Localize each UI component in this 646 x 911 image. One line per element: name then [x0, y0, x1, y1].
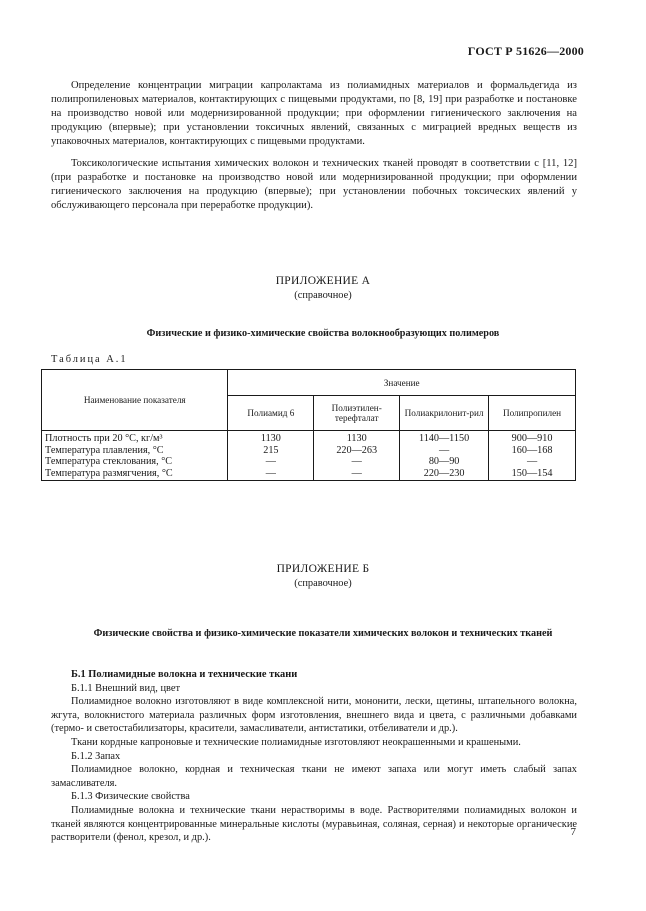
table-cell: —: [314, 468, 400, 481]
table-cell: —: [228, 456, 314, 468]
section-b1-1-heading: Б.1.1 Внешний вид, цвет: [71, 682, 181, 694]
table-cell: 900—910: [489, 431, 576, 445]
section-b1-1-paragraph-1: Полиамидное волокно изготовляют в виде комплексной нити, мононити, лески, щетины, штапельного волокна, жгута, волокнистого материала различных форм изготовления, внешнего вида и цвета, с различными добавками (термо- и светостабилизаторы, красители, замасливатели, антистатики, отбеливатели и др.).: [51, 696, 577, 735]
column-header-pet: Полиэтилен-терефталат: [314, 396, 400, 431]
table-cell: 1140—1150: [400, 431, 489, 445]
section-b1-heading: Б.1 Полиамидные волокна и технические ткани: [71, 669, 298, 680]
column-header-pan: Полиакрилонит-рил: [400, 396, 489, 431]
page-number: 7: [570, 826, 576, 838]
section-b1-3-paragraph: Полиамидные волокна и технические ткани нерастворимы в воде. Растворителями полиамидных волокон и тканей являются концентрированные минеральные кислоты (муравьиная, соляная, серная) и некоторые органические растворители (фенол, крезол, и др.).: [51, 804, 577, 844]
column-header-polyamide: Полиамид 6: [228, 396, 314, 431]
row-label: Температура стеклования, °С: [42, 456, 228, 468]
column-header-name: Наименование показателя: [42, 370, 228, 431]
table-cell: 1130: [314, 431, 400, 445]
appendix-b-title: ПРИЛОЖЕНИЕ Б: [276, 563, 370, 575]
table-caption: Таблица А.1: [51, 354, 128, 365]
section-b1-3-heading: Б.1.3 Физические свойства: [71, 791, 190, 803]
table-cell: 220—230: [400, 468, 489, 481]
section-b1-2-paragraph: Полиамидное волокно, кордная и техническая ткани не имеют запаха или могут иметь слабый запах замасливателя.: [51, 764, 577, 789]
appendix-b-heading: Физические свойства и физико-химические показатели химических волокон и технических тканей: [93, 628, 553, 639]
table-row: [42, 431, 576, 445]
appendix-a-heading: Физические и физико-химические свойства волокнообразующих полимеров: [146, 328, 500, 339]
row-label: Температура плавления, °С: [42, 445, 228, 457]
table-cell: —: [228, 468, 314, 481]
table-cell: 220—263: [314, 445, 400, 457]
properties-table: [41, 369, 576, 481]
intro-paragraph-1: Определение концентрации миграции капролактама из полиамидных материалов и формальдегида из полипропиленовых материалов, контактирующих с пищевыми продуктами, по [8, 19] при разработке и постановке на производство новой или модернизированной продукции; при оформлении гигиенического заключения на продукцию (впервые); при установлении токсичных явлений, связанных с миграцией вредных веществ из упаковочных материалов, контактирующих с пищевыми продуктами.: [51, 80, 577, 147]
table-cell: 80—90: [400, 456, 489, 468]
appendix-b-body: [51, 668, 577, 845]
appendix-b-subtitle: (справочное): [294, 578, 352, 589]
appendix-a-title: ПРИЛОЖЕНИЕ А: [275, 275, 371, 287]
appendix-a-subtitle: (справочное): [294, 290, 352, 301]
table-row: [42, 456, 576, 468]
table-cell: —: [489, 456, 576, 468]
section-b1-2-heading: Б.1.2 Запах: [71, 750, 121, 762]
table-row: [42, 445, 576, 457]
column-header-polypropylene: Полипропилен: [489, 396, 576, 431]
column-header-value: Значение: [228, 370, 576, 396]
table-cell: 150—154: [489, 468, 576, 481]
table-row: [42, 468, 576, 481]
row-label: Температура размягчения, °С: [42, 468, 228, 481]
table-cell: —: [400, 445, 489, 457]
section-b1-1-paragraph-2: Ткани кордные капроновые и технические полиамидные изготовляют неокрашенными и крашеными.: [71, 736, 521, 748]
intro-paragraph-2: Токсикологические испытания химических волокон и технических тканей проводят в соответствии с [11, 12] (при разработке и постановке на производство новой или модернизированной продукции; при оформлении гигиенического заключения на продукцию (впервые); при установлении побочных токсических явлений у обслуживающего персонала при переработке продукции).: [51, 158, 577, 211]
table-cell: —: [314, 456, 400, 468]
row-label: Плотность при 20 °С, кг/м³: [42, 431, 228, 445]
table-cell: 1130: [228, 431, 314, 445]
table-cell: 160—168: [489, 445, 576, 457]
document-header: ГОСТ Р 51626—2000: [467, 44, 584, 58]
table-cell: 215: [228, 445, 314, 457]
